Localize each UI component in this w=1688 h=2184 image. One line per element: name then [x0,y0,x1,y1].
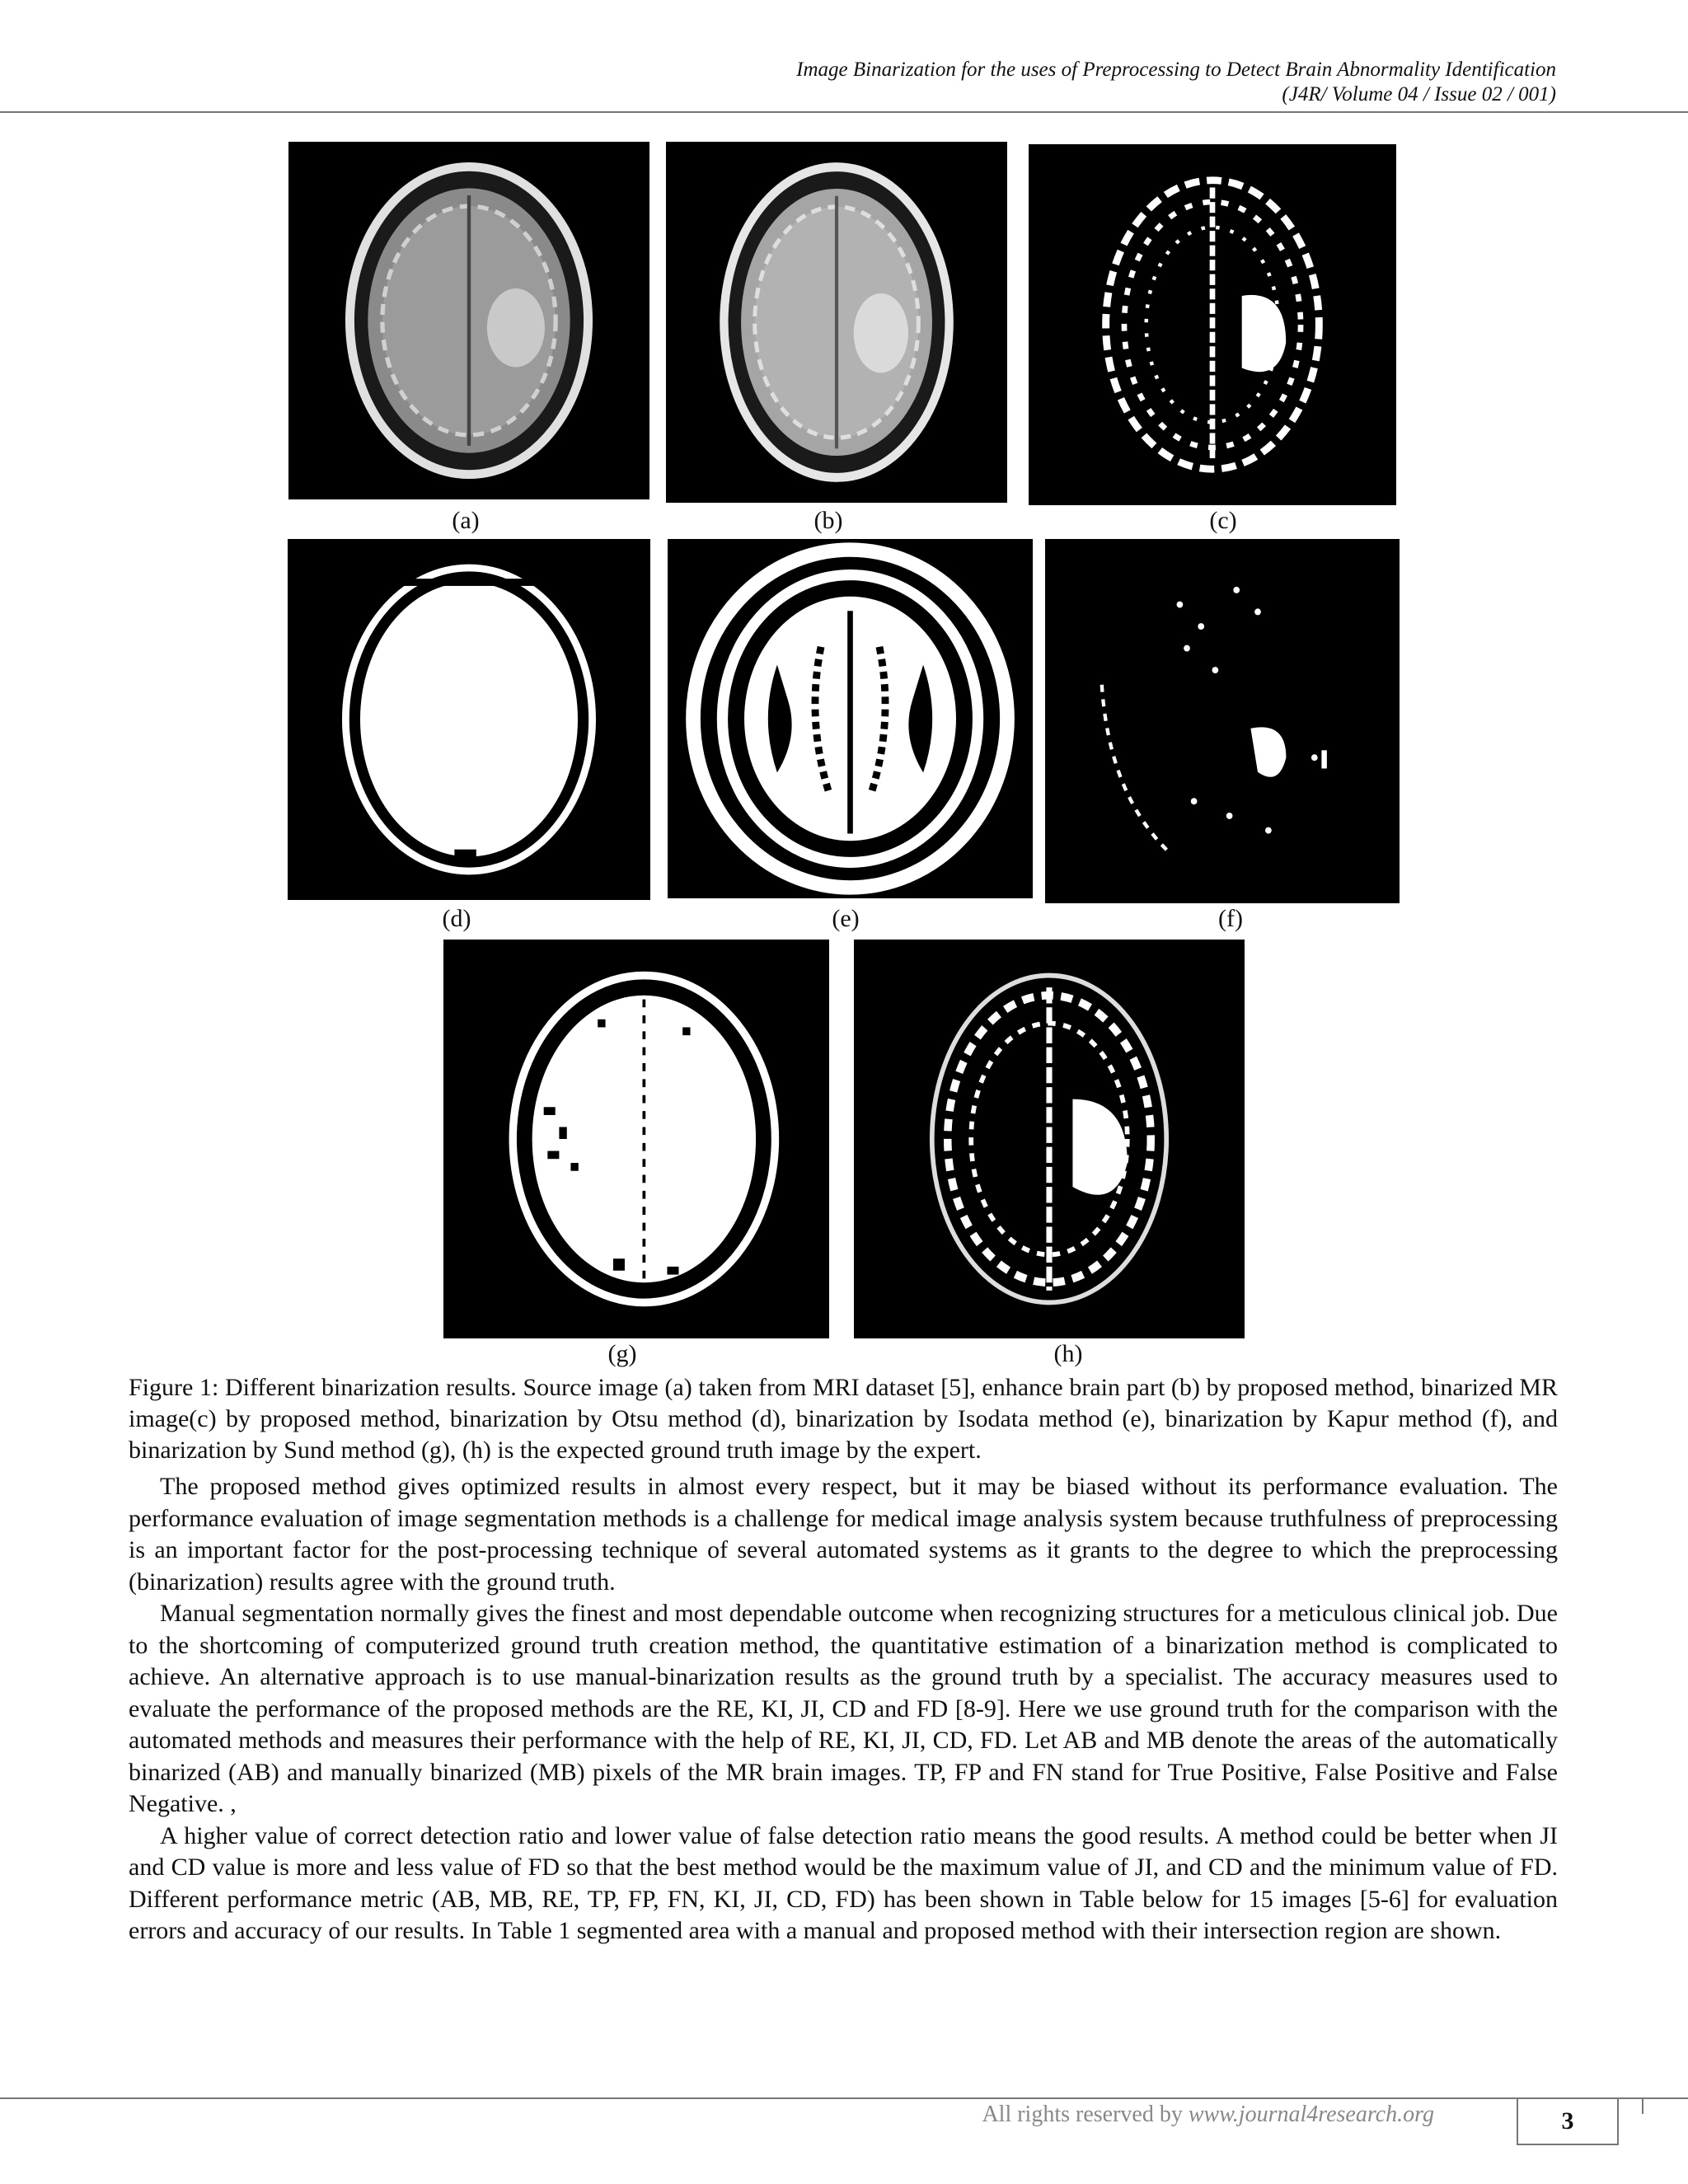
image-g-sund [443,940,829,1338]
label-a: (a) [452,507,480,534]
label-c: (c) [1209,507,1237,534]
header-title: Image Binarization for the uses of Preprocessing to Detect Brain Abnormality Identification [796,59,1556,81]
image-e-isodata [668,539,1033,898]
page-number: 3 [1517,2098,1619,2145]
body-text [129,1471,1558,1947]
label-h: (h) [1053,1340,1083,1367]
image-b-enhanced [666,142,1007,503]
paragraph-3: A higher value of correct detection ratio and lower value of false detection ratio means the good results. A method could be better when JI and CD value is more and less value of FD so that the best method would be the maximum value of JI, and CD and the minimum value of FD. Different performance metric (AB, MB, RE, TP, FP, FN, KI, JI, CD, FD) has been shown in Table below for 15 images [5-6] for evaluation errors and accuracy of our results. In Table 1 segmented area with a manual and proposed method with their intersection region are shown. [129,1821,1558,1944]
running-header [402,58,1556,107]
header-divider [0,111,1688,113]
image-d-otsu [288,539,650,900]
image-c-binarized-proposed [1029,144,1396,505]
figure-caption: Figure 1: Different binarization results. Source image (a) taken from MRI dataset [5], enhance brain part (b) by proposed method, binarized MR image(c) by proposed method, binarization by Otsu method (d), binarization by Isodata method (e), binarization by Kapur method (f), and binarization by Sund method (g), (h) is the expected ground truth image by the expert. [129,1374,1558,1464]
label-f: (f) [1218,905,1243,932]
paragraph-2: Manual segmentation normally gives the finest and most dependable outcome when recognizing structures for a meticulous clinical job. Due to the shortcoming of computerized ground truth creation method, the quantitative estimation of a binarization method is complicated to achieve. An alternative approach is to use manual-binarization results as the ground truth by a specialist. The accuracy measures used to evaluate the performance of the proposed methods are the RE, KI, JI, CD and FD [8-9]. Here we use ground truth for the comparison with the automated methods and measures their performance with the help of RE, KI, JI, CD, FD. Let AB and MB denote the areas of the automatically binarized (AB) and manually binarized (MB) pixels of the MR brain images. TP, FP and FN stand for True Positive, False Positive and False Negative. , [129,1600,1558,1817]
image-f-kapur [1045,539,1400,903]
label-b: (b) [814,507,843,534]
label-d: (d) [442,905,471,932]
footer-ornament-end [1642,2097,1643,2114]
paragraph-1: The proposed method gives optimized results in almost every respect, but it may be biased without its performance evaluation. The performance evaluation of image segmentation methods is a challenge for medical image analysis system because truthfulness of preprocessing is an important factor for the post-processing technique of several automated systems as it grants to the degree to which the preprocessing (binarization) results agree with the ground truth. [129,1473,1558,1596]
footer-ornament [1617,2097,1642,2099]
label-g: (g) [607,1340,637,1367]
footer-divider [0,2097,1688,2099]
image-a-source-mri [288,142,649,499]
footer-rights-label: All rights reserved by [982,2102,1189,2127]
label-e: (e) [832,905,860,932]
header-volume: (J4R/ Volume 04 / Issue 02 / 001) [1282,83,1556,105]
image-h-ground-truth [854,940,1245,1338]
footer-site-link[interactable]: www.journal4research.org [1188,2102,1434,2127]
footer-rights [824,2102,1434,2128]
